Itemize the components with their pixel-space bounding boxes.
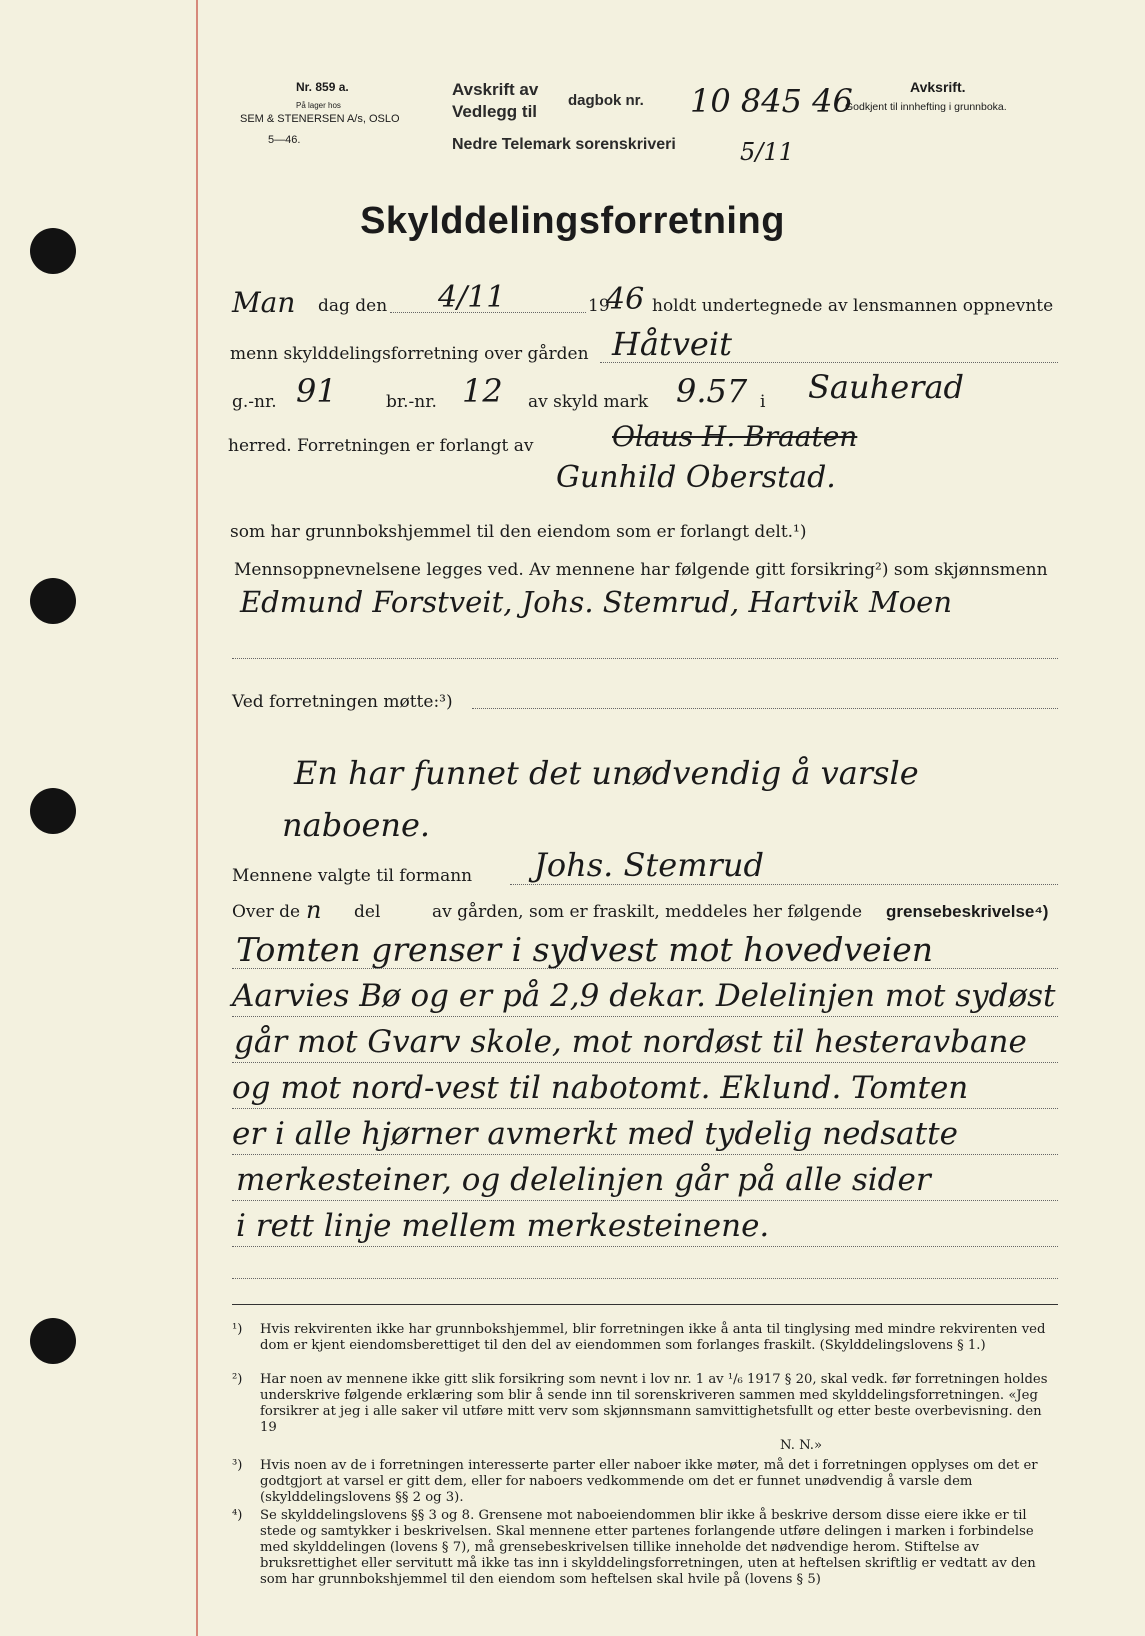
footnote-text: N. N.»	[780, 1438, 823, 1453]
form-line1-text: holdt undertegnede av lensmannen oppnevnte	[652, 296, 1054, 316]
document-title: Skylddelingsforretning	[360, 200, 785, 242]
stamp-vedlegg: Vedlegg til	[452, 102, 538, 121]
footnote-text: Har noen av mennene ikke gitt slik forsikring som nevnt i lov nr. 1 av ¹/₆ 1917 § 20, skal vedk. før forretningen holdes underskrive følgende erklæring som blir å sende inn til sorenskriveren sammen med skylddelingsforretningen. «Jeg forsikrer at jeg i alle saker vil utføre mitt verv som skjønnsmann samvittighetsfullt og etter beste overbevisning. den 19	[260, 1372, 1048, 1435]
hand-brnr: 12	[462, 372, 503, 410]
ruled-line	[232, 1278, 1058, 1279]
hand-met-2: naboene.	[282, 806, 431, 844]
hand-weekday: Man	[232, 286, 296, 319]
hand-herred: Sauherad	[808, 368, 965, 406]
hand-requester-struck: Olaus H. Braaten	[612, 420, 858, 453]
footnote-2	[232, 1372, 1062, 1436]
footnote-rule	[232, 1304, 1058, 1305]
boundary-line: og mot nord-vest til nabotomt. Eklund. Tomten	[232, 1070, 969, 1106]
form-day-label: dag den	[318, 296, 388, 316]
hand-farm: Håtveit	[612, 325, 732, 363]
form-line5: som har grunnbokshjemmel til den eiendom som er forlangt delt.¹)	[230, 522, 807, 542]
ruled-line	[232, 1108, 1058, 1109]
form-line7: Ved forretningen møtte:³)	[232, 692, 453, 712]
form-line9-c: av gården, som er fraskilt, meddeles her følgende	[432, 902, 863, 922]
publisher-line: På lager hos	[296, 101, 341, 110]
hand-dagbok-number: 10 845 46	[690, 82, 853, 120]
hand-met-1: En har funnet det unødvendig å varsle	[294, 754, 919, 792]
form-skyld-label: av skyld mark	[528, 392, 649, 412]
boundary-line: går mot Gvarv skole, mot nordøst til hesteravbane	[234, 1024, 1027, 1060]
hand-date: 4/11	[438, 280, 506, 315]
footnote-3	[232, 1458, 1062, 1506]
form-i-label: i	[760, 392, 766, 412]
form-requester-label: herred. Forretningen er forlangt av	[228, 436, 534, 456]
publisher-date: 5—46.	[268, 134, 301, 146]
form-line9-bold: grensebeskrivelse⁴)	[886, 902, 1049, 921]
hand-year: 46	[606, 282, 645, 317]
ruled-line	[232, 968, 1058, 969]
met-line	[472, 708, 1058, 709]
punch-hole	[30, 788, 76, 834]
boundary-line: Tomten grenser i sydvest mot hovedveien	[236, 930, 933, 969]
hand-date-mark: 5/11	[740, 138, 794, 166]
footnote-number: ³)	[232, 1458, 243, 1473]
boundary-line: Aarvies Bø og er på 2,9 dekar. Delelinjen mot sydøst	[232, 978, 1056, 1014]
boundary-line: merkesteiner, og delelinjen går på alle sider	[236, 1162, 931, 1198]
form-line9-a: Over de	[232, 902, 301, 922]
hand-den-suffix: n	[306, 896, 322, 924]
hand-chairman: Johs. Stemrud	[534, 846, 764, 884]
footnote-4	[232, 1508, 1062, 1588]
ruled-line	[232, 1154, 1058, 1155]
publisher-name: SEM & STENERSEN A/s, OSLO	[240, 113, 400, 125]
form-number: Nr. 859 a.	[296, 80, 349, 94]
footnote-2-signature	[780, 1438, 980, 1454]
form-gnr-label: g.-nr.	[232, 392, 277, 412]
form-line8: Mennene valgte til formann	[232, 866, 473, 886]
stamp-avskrift: Avskrift av	[452, 80, 539, 99]
punch-hole	[30, 1318, 76, 1364]
ruled-line	[232, 1200, 1058, 1201]
hand-gnr: 91	[296, 372, 337, 410]
hand-assessors: Edmund Forstveit, Johs. Stemrud, Hartvik Moen	[240, 585, 953, 619]
stamp-dagbok: dagbok nr.	[568, 92, 644, 109]
boundary-line: i rett linje mellem merkesteinene.	[236, 1208, 770, 1244]
form-year-prefix: 19	[588, 296, 610, 316]
footnote-number: ²)	[232, 1372, 243, 1387]
form-line6: Mennsoppnevnelsene legges ved. Av mennene har følgende gitt forsikring²) som skjønnsmenn	[234, 560, 1048, 580]
margin-rule	[196, 0, 198, 1636]
footnote-text: Se skylddelingslovens §§ 3 og 8. Grensene mot naboeiendommen blir ikke å beskrive dersom disse eiere ikke er til stede og samtykker i beskrivelsen. Skal mennene etter partenes forlangende utføre delingen i marken i forbindelse med skylddelingen (lovens § 7), må grensebeskrivelsen tillike inneholde det nødvendige herom. Stiftelse av bruksrettighet eller servitutt må ikke tas inn i skylddelingsforretningen, uten at heftelsen skriftlig er vedtatt av den som har grunnbokshjemmel til den eiendom som heftelsen skal hvile på (lovens § 5)	[260, 1508, 1036, 1587]
ruled-line	[232, 1062, 1058, 1063]
hand-requester: Gunhild Oberstad.	[556, 460, 836, 495]
avskrift-label: Avksrift.	[910, 79, 966, 95]
blank-line	[232, 658, 1058, 659]
ruled-line	[232, 1016, 1058, 1017]
hand-mark: 9.57	[676, 372, 748, 410]
footnote-1	[232, 1322, 1062, 1354]
stamp-court: Nedre Telemark sorenskriveri	[452, 136, 676, 153]
footnote-text: Hvis rekvirenten ikke har grunnbokshjemmel, blir forretningen ikke å anta til tinglysing med mindre rekvirenten ved dom er kjent eiendomsberettiget til den del av eiendommen som forlanges fraskilt. (Skylddelingslovens § 1.)	[260, 1322, 1046, 1353]
form-brnr-label: br.-nr.	[386, 392, 437, 412]
boundary-line: er i alle hjørner avmerkt med tydelig nedsatte	[232, 1116, 958, 1152]
form-line2-label: menn skylddelingsforretning over gården	[230, 344, 589, 364]
approval-text: Godkjent til innhefting i grunnboka.	[845, 101, 1007, 113]
ruled-line	[232, 1246, 1058, 1247]
footnote-text: Hvis noen av de i forretningen interesserte parter eller naboer ikke møter, må det i forretningen opplyses om det er godtgjort at varsel er gitt dem, eller for naboers vedkommende om det er funnet unødvendig å varsle dem (skylddelingslovens §§ 2 og 3).	[260, 1458, 1038, 1505]
footnote-number: ¹)	[232, 1322, 243, 1337]
punch-hole	[30, 578, 76, 624]
chairman-line	[510, 884, 1058, 885]
form-line9-b: del	[354, 902, 381, 922]
footnote-number: ⁴)	[232, 1508, 243, 1523]
